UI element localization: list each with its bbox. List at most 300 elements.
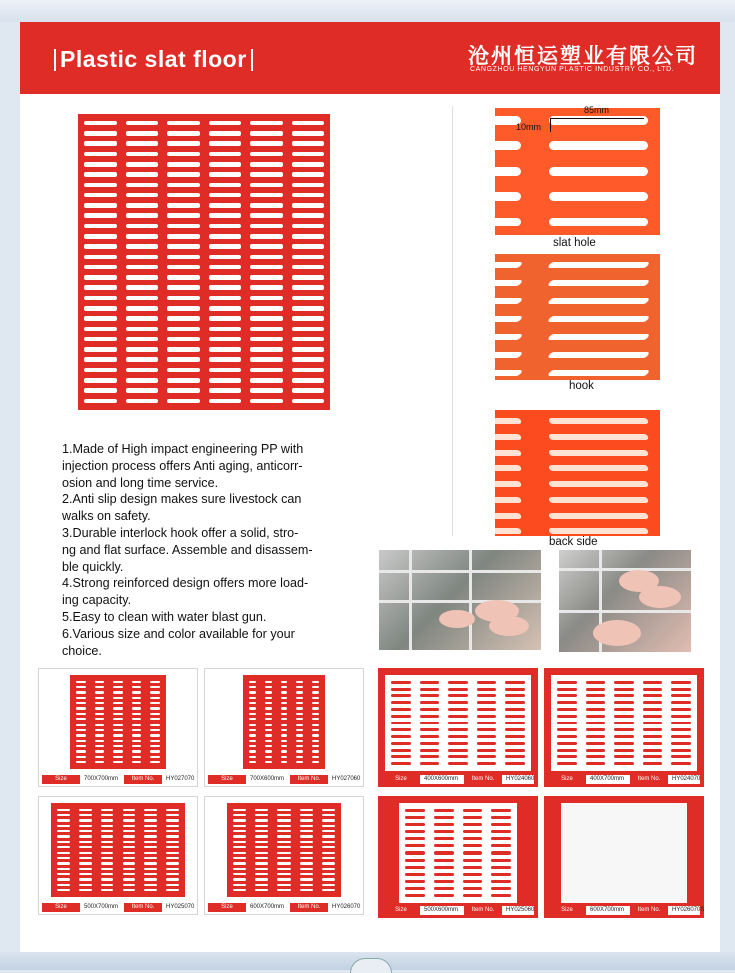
- slat-hole: [505, 688, 525, 691]
- slat-hole: [322, 884, 335, 886]
- slat-hole: [463, 887, 483, 890]
- slat-hole: [209, 347, 242, 352]
- slat-hole: [167, 121, 200, 126]
- slat-hole: [391, 722, 411, 725]
- slat-hole: [84, 255, 117, 260]
- photo-slat-bar: [495, 434, 522, 440]
- slat-hole: [586, 688, 606, 691]
- slat-hole: [292, 224, 325, 229]
- slat-hole: [255, 809, 268, 811]
- slat-hole: [265, 761, 272, 763]
- slat-hole: [101, 841, 114, 843]
- slat-hole: [300, 814, 313, 816]
- slat-hole: [505, 762, 525, 765]
- slat-hole: [132, 745, 142, 747]
- slat-hole: [557, 715, 577, 718]
- slat-hole: [150, 681, 160, 683]
- slat-hole: [491, 880, 511, 883]
- slat-hole: [614, 722, 634, 725]
- slat-hole: [113, 729, 123, 731]
- slat-hole: [296, 761, 303, 763]
- slat-hole: [167, 378, 200, 383]
- slat-hole: [167, 275, 200, 280]
- slat-hole: [84, 296, 117, 301]
- item-no-value: HY024060: [506, 776, 535, 782]
- slat-hole: [233, 809, 246, 811]
- slat-hole: [123, 878, 136, 880]
- photo-slat-bar: [495, 370, 523, 376]
- slat-hole: [491, 859, 511, 862]
- slat-hole: [233, 846, 246, 848]
- slat-hole: [150, 702, 160, 704]
- slat-hole: [76, 761, 86, 763]
- slat-hole: [434, 823, 454, 826]
- slat-hole: [123, 830, 136, 832]
- item-no-label: Item No.: [464, 906, 502, 915]
- photo-slat-bar: [495, 450, 522, 456]
- slat-hole: [292, 131, 325, 136]
- slat-hole: [614, 708, 634, 711]
- slat-hole: [420, 742, 440, 745]
- item-no-value: HY024070: [672, 776, 701, 782]
- slat-hole: [123, 835, 136, 837]
- slat-hole: [233, 878, 246, 880]
- slat-hole: [101, 873, 114, 875]
- slat-hole: [671, 708, 691, 711]
- slat-hole: [209, 152, 242, 157]
- slat-hole: [126, 285, 159, 290]
- slat-hole: [95, 724, 105, 726]
- slat-hole: [132, 734, 142, 736]
- slat-hole: [209, 388, 242, 393]
- slat-hole: [209, 265, 242, 270]
- slat-hole: [505, 722, 525, 725]
- slat-hole: [557, 681, 577, 684]
- slat-hole: [167, 183, 200, 188]
- slat-hole: [113, 724, 123, 726]
- slat-hole: [292, 337, 325, 342]
- slat-hole: [296, 697, 303, 699]
- slat-hole: [233, 841, 246, 843]
- slat-hole: [101, 819, 114, 821]
- slat-hole: [277, 835, 290, 837]
- slat-hole: [614, 735, 634, 738]
- slat-hole: [643, 742, 663, 745]
- slat-hole: [255, 835, 268, 837]
- slat-hole: [614, 749, 634, 752]
- slat-hole: [255, 857, 268, 859]
- slat-hole: [209, 327, 242, 332]
- slat-hole: [126, 121, 159, 126]
- slat-hole: [126, 131, 159, 136]
- slat-hole: [84, 265, 117, 270]
- slat-hole: [434, 837, 454, 840]
- slat-hole: [132, 761, 142, 763]
- slat-hole: [79, 862, 92, 864]
- slat-hole: [312, 740, 319, 742]
- slat-hole: [292, 244, 325, 249]
- slat-hole: [322, 857, 335, 859]
- slat-hole: [233, 889, 246, 891]
- slat-hole: [300, 857, 313, 859]
- slat-hole: [477, 722, 497, 725]
- slat-hole: [255, 868, 268, 870]
- slat-hole: [249, 761, 256, 763]
- slat-hole: [123, 884, 136, 886]
- product-slat-image: [551, 675, 697, 771]
- slat-hole: [491, 887, 511, 890]
- slat-hole: [300, 878, 313, 880]
- slat-hole: [249, 734, 256, 736]
- slat-hole: [586, 735, 606, 738]
- slat-hole: [292, 327, 325, 332]
- slat-hole: [76, 697, 86, 699]
- slat-hole: [150, 691, 160, 693]
- slat-hole: [233, 873, 246, 875]
- size-label: Size: [208, 775, 246, 784]
- slat-hole: [84, 162, 117, 167]
- slat-hole: [84, 244, 117, 249]
- slat-hole: [265, 707, 272, 709]
- slat-hole: [233, 868, 246, 870]
- slat-hole: [209, 234, 242, 239]
- slat-hole: [209, 172, 242, 177]
- slat-hole: [249, 740, 256, 742]
- slat-hole: [312, 686, 319, 688]
- size-label: Size: [548, 775, 586, 784]
- slat-hole: [167, 141, 200, 146]
- slat-hole: [113, 686, 123, 688]
- slat-hole: [209, 193, 242, 198]
- slat-hole: [557, 735, 577, 738]
- slat-hole: [113, 702, 123, 704]
- slat-hole: [126, 296, 159, 301]
- slat-hole: [95, 691, 105, 693]
- slat-hole: [312, 681, 319, 683]
- slat-hole: [391, 728, 411, 731]
- slat-hole: [671, 715, 691, 718]
- slat-hole: [113, 691, 123, 693]
- slat-hole: [79, 889, 92, 891]
- slat-hole: [167, 399, 200, 404]
- slat-hole: [405, 887, 425, 890]
- slat-hole: [79, 809, 92, 811]
- slat-hole: [101, 835, 114, 837]
- photo-slat-bar: [549, 192, 648, 201]
- slat-hole: [292, 316, 325, 321]
- slat-hole: [144, 862, 157, 864]
- slat-hole: [249, 702, 256, 704]
- slat-hole: [557, 708, 577, 711]
- slat-hole: [123, 862, 136, 864]
- slat-hole: [255, 814, 268, 816]
- slat-hole: [255, 846, 268, 848]
- slat-hole: [586, 681, 606, 684]
- slat-hole: [420, 735, 440, 738]
- slat-hole: [150, 750, 160, 752]
- slat-hole: [277, 830, 290, 832]
- slat-hole: [292, 234, 325, 239]
- slat-hole: [491, 809, 511, 812]
- slat-hole: [233, 830, 246, 832]
- slat-hole: [391, 742, 411, 745]
- slat-hole: [292, 378, 325, 383]
- slat-hole: [322, 830, 335, 832]
- slat-hole: [79, 857, 92, 859]
- slat-hole: [643, 762, 663, 765]
- slat-hole: [209, 244, 242, 249]
- slat-hole: [300, 809, 313, 811]
- product-card: [38, 668, 198, 787]
- slat-hole: [84, 121, 117, 126]
- slat-hole: [250, 172, 283, 177]
- slat-hole: [95, 734, 105, 736]
- slat-hole: [296, 750, 303, 752]
- slat-hole: [322, 889, 335, 891]
- slat-hole: [57, 825, 70, 827]
- slat-hole: [95, 697, 105, 699]
- slat-hole: [166, 862, 179, 864]
- slat-hole: [76, 713, 86, 715]
- slat-hole: [614, 715, 634, 718]
- slat-hole: [405, 880, 425, 883]
- slat-hole: [132, 691, 142, 693]
- slat-hole: [281, 697, 288, 699]
- slat-hole: [150, 729, 160, 731]
- slat-hole: [265, 702, 272, 704]
- product-card: [544, 668, 704, 787]
- slat-hole: [586, 742, 606, 745]
- slat-hole: [586, 749, 606, 752]
- slat-hole: [434, 851, 454, 854]
- slat-hole: [126, 399, 159, 404]
- slat-hole: [296, 734, 303, 736]
- slat-hole: [296, 718, 303, 720]
- slat-hole: [84, 152, 117, 157]
- slat-hole: [95, 707, 105, 709]
- photo-slat-bar: [549, 450, 649, 456]
- slat-hole: [292, 285, 325, 290]
- slat-hole: [491, 894, 511, 897]
- slat-hole: [84, 131, 117, 136]
- slat-hole: [557, 728, 577, 731]
- slat-hole: [300, 830, 313, 832]
- slat-hole: [671, 722, 691, 725]
- slat-hole: [505, 694, 525, 697]
- slat-hole: [322, 852, 335, 854]
- slat-hole: [167, 306, 200, 311]
- slat-hole: [144, 889, 157, 891]
- slat-hole: [123, 814, 136, 816]
- photo-slat-bar: [495, 316, 523, 322]
- slat-hole: [79, 841, 92, 843]
- slat-hole: [150, 707, 160, 709]
- slat-hole: [126, 327, 159, 332]
- slat-hole: [491, 816, 511, 819]
- slat-hole: [300, 846, 313, 848]
- slat-hole: [123, 889, 136, 891]
- slat-hole: [292, 388, 325, 393]
- slat-hole: [312, 756, 319, 758]
- slat-hole: [209, 368, 242, 373]
- photo-slat-bar: [547, 370, 650, 376]
- slat-hole: [614, 694, 634, 697]
- slat-hole: [76, 724, 86, 726]
- slat-hole: [265, 724, 272, 726]
- slat-hole: [167, 131, 200, 136]
- item-no-label: Item No.: [124, 775, 162, 784]
- slat-hole: [126, 162, 159, 167]
- slat-hole: [126, 141, 159, 146]
- slat-hole: [420, 762, 440, 765]
- item-no-label: Item No.: [290, 903, 328, 912]
- slat-hole: [586, 694, 606, 697]
- slat-hole: [405, 894, 425, 897]
- slat-hole: [281, 761, 288, 763]
- slat-hole: [233, 814, 246, 816]
- photo-slat-bar: [547, 316, 650, 322]
- slat-hole: [250, 224, 283, 229]
- slat-hole: [322, 862, 335, 864]
- slat-hole: [448, 708, 468, 711]
- slat-hole: [84, 213, 117, 218]
- product-spec-bar: [42, 775, 194, 784]
- slat-hole: [250, 244, 283, 249]
- slat-hole: [249, 697, 256, 699]
- slat-hole: [132, 707, 142, 709]
- slat-hole: [281, 707, 288, 709]
- slat-hole: [277, 884, 290, 886]
- slat-hole: [477, 688, 497, 691]
- slat-hole: [312, 713, 319, 715]
- slat-hole: [123, 809, 136, 811]
- photo-slat-bar: [549, 481, 649, 487]
- slat-hole: [144, 825, 157, 827]
- product-spec-bar: [382, 775, 534, 784]
- slat-hole: [79, 830, 92, 832]
- slat-hole: [557, 742, 577, 745]
- slat-hole: [448, 755, 468, 758]
- slat-hole: [448, 715, 468, 718]
- slat-hole: [557, 722, 577, 725]
- slat-hole: [463, 873, 483, 876]
- slat-hole: [265, 756, 272, 758]
- slat-hole: [643, 728, 663, 731]
- slat-hole: [126, 378, 159, 383]
- slat-hole: [144, 857, 157, 859]
- slat-hole: [448, 681, 468, 684]
- slat-hole: [405, 823, 425, 826]
- item-no-value: HY025060: [506, 907, 535, 913]
- slat-hole: [166, 873, 179, 875]
- slat-hole: [277, 846, 290, 848]
- slat-hole: [281, 691, 288, 693]
- slat-hole: [277, 809, 290, 811]
- size-label: Size: [548, 906, 586, 915]
- slat-hole: [132, 718, 142, 720]
- slat-hole: [57, 809, 70, 811]
- photo-slat-bar: [495, 513, 522, 519]
- slat-hole: [255, 873, 268, 875]
- slat-hole: [614, 742, 634, 745]
- page-title: [50, 46, 257, 73]
- slat-hole: [292, 255, 325, 260]
- slat-hole: [557, 749, 577, 752]
- slat-hole: [312, 691, 319, 693]
- slat-hole: [420, 701, 440, 704]
- slat-hole: [250, 265, 283, 270]
- slat-hole: [95, 718, 105, 720]
- slat-hole: [76, 702, 86, 704]
- slat-hole: [300, 852, 313, 854]
- slat-hole: [463, 880, 483, 883]
- slat-hole: [312, 724, 319, 726]
- slat-hole: [434, 859, 454, 862]
- slat-hole: [126, 244, 159, 249]
- slat-hole: [255, 884, 268, 886]
- slat-hole: [463, 894, 483, 897]
- slat-hole: [405, 866, 425, 869]
- slat-hole: [296, 713, 303, 715]
- slat-hole: [463, 866, 483, 869]
- slat-hole: [250, 162, 283, 167]
- slat-hole: [209, 224, 242, 229]
- slat-hole: [312, 734, 319, 736]
- slat-hole: [477, 694, 497, 697]
- slat-hole: [166, 889, 179, 891]
- photo-slat-bar: [495, 167, 521, 176]
- slat-hole: [166, 857, 179, 859]
- slat-hole: [167, 244, 200, 249]
- slat-hole: [76, 718, 86, 720]
- slat-hole: [300, 825, 313, 827]
- slat-hole: [505, 749, 525, 752]
- slat-hole: [57, 814, 70, 816]
- slat-hole: [300, 884, 313, 886]
- column-divider: [452, 106, 453, 536]
- slat-hole: [209, 337, 242, 342]
- product-card: [378, 668, 538, 787]
- photo-slat-bar: [495, 352, 523, 358]
- description-line: osion and long time service.: [62, 475, 219, 490]
- slat-hole: [265, 734, 272, 736]
- slat-hole: [391, 715, 411, 718]
- slat-hole: [233, 819, 246, 821]
- slat-hole: [296, 756, 303, 758]
- slat-hole: [312, 761, 319, 763]
- slat-hole: [643, 735, 663, 738]
- slat-hole: [671, 735, 691, 738]
- page-scroll-knob[interactable]: [350, 958, 392, 973]
- slat-hole: [491, 873, 511, 876]
- slat-hole: [209, 296, 242, 301]
- slat-hole: [123, 873, 136, 875]
- slat-hole: [265, 740, 272, 742]
- slat-hole: [150, 756, 160, 758]
- slat-hole: [292, 183, 325, 188]
- slat-hole: [101, 868, 114, 870]
- slat-hole: [405, 851, 425, 854]
- photo-slat-bar: [547, 298, 650, 304]
- size-value: 500X600mm: [424, 907, 459, 913]
- slat-hole: [477, 762, 497, 765]
- slat-hole: [448, 735, 468, 738]
- slat-hole: [249, 686, 256, 688]
- item-no-value: HY025070: [166, 904, 195, 910]
- slat-hole: [405, 844, 425, 847]
- slat-hole: [292, 172, 325, 177]
- slat-hole: [477, 749, 497, 752]
